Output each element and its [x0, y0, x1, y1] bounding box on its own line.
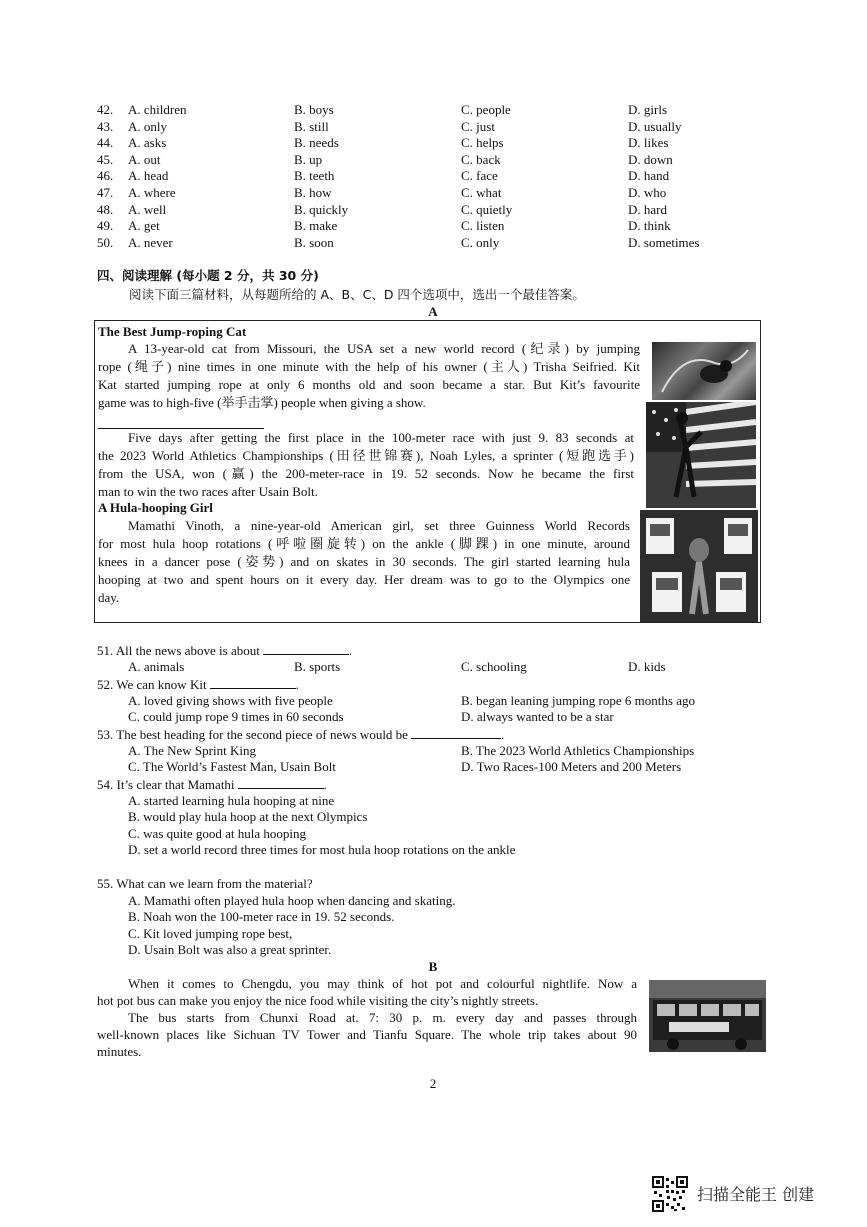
answer-blank — [411, 726, 501, 739]
qr-code-icon — [652, 1176, 688, 1212]
option-d: D. likes — [628, 135, 669, 151]
option-d: D. hard — [628, 201, 667, 217]
question-number: 45. — [97, 151, 114, 167]
option-a: A. only — [128, 118, 167, 134]
answer-option: B. sports — [294, 658, 341, 674]
question-stem — [97, 726, 504, 743]
answer-option: A. loved giving shows with five people — [128, 692, 333, 708]
answer-option: C. was quite good at hula hooping — [128, 825, 307, 841]
text-line: the 2023 World Athletics Championships (田径世锦赛), Noah Lyles, a sprinter (短跑选手) — [98, 448, 634, 463]
text-line: game was to high-five (举手击掌) people when giving a show. — [98, 395, 426, 410]
option-d: D. girls — [628, 102, 667, 117]
option-d: D. hand — [628, 168, 670, 184]
answer-option: C. could jump rope 9 times in 60 seconds — [128, 709, 344, 725]
question-end: . — [500, 727, 505, 742]
option-c: C. only — [461, 234, 500, 250]
question-number: 48. — [97, 201, 114, 217]
option-a: A. asks — [128, 135, 167, 151]
answer-option: D. always wanted to be a star — [461, 709, 614, 725]
option-a: A. never — [128, 234, 173, 250]
text-line: man to win the two races after Usain Bolt. — [98, 484, 318, 499]
passage-b-label: B — [428, 959, 438, 974]
answer-option: D. Two Races-100 Meters and 200 Meters — [461, 759, 682, 775]
question-number: 44. — [97, 135, 114, 151]
option-c: C. helps — [461, 135, 504, 151]
question-stem — [97, 776, 327, 793]
option-c: C. just — [461, 118, 495, 134]
sprinter-photo — [646, 402, 756, 508]
option-d: D. down — [628, 151, 673, 167]
text-line: day. — [98, 590, 120, 605]
answer-option: B. began leaning jumping rope 6 months ago — [461, 692, 695, 708]
option-c: C. what — [461, 185, 502, 200]
question-number: 43. — [97, 118, 114, 134]
text-line: from the USA, won (赢) the 200-meter-race in 19. 52 seconds. Now he became the first — [98, 466, 634, 481]
cat-photo — [652, 342, 756, 400]
option-d: D. think — [628, 218, 671, 234]
option-b: B. boys — [294, 102, 334, 117]
question-text: 54. It’s clear that Mamathi — [97, 777, 235, 792]
text-line: rope (绳子) nine times in one minute with the help of his owner (主人) Trisha Seifried. Kit — [98, 359, 640, 374]
option-b: B. how — [294, 185, 332, 200]
option-a: A. head — [128, 168, 169, 184]
option-d: D. sometimes — [628, 234, 700, 250]
question-end: . — [295, 677, 299, 692]
answer-option: C. Kit loved jumping rope best, — [128, 925, 293, 941]
answer-option: B. Noah won the 100-meter race in 19. 52 seconds. — [128, 909, 395, 925]
answer-blank — [238, 776, 324, 789]
option-c: C. back — [461, 151, 501, 167]
question-end: . — [323, 777, 327, 792]
question-text: 52. We can know Kit — [97, 677, 207, 692]
answer-blank — [210, 676, 296, 689]
text-line: well-known places like Sichuan TV Tower and Tianfu Square. The whole trip takes about 90 — [97, 1027, 637, 1042]
text-line: minutes. — [97, 1044, 142, 1059]
question-number: 46. — [97, 168, 114, 184]
passage-a-title-girl: A Hula-hooping Girl — [98, 500, 213, 515]
option-a: A. where — [128, 185, 176, 200]
question-end: . — [348, 643, 353, 658]
option-c: C. listen — [461, 218, 505, 234]
option-b: B. needs — [294, 135, 339, 151]
answer-option: B. The 2023 World Athletics Championships — [461, 742, 695, 758]
page-number: 2 — [429, 1076, 437, 1091]
answer-option: A. started learning hula hooping at nine — [128, 792, 335, 808]
option-b: B. teeth — [294, 168, 335, 184]
question-text: 55. What can we learn from the material? — [97, 876, 313, 891]
hot-pot-bus-photo — [649, 980, 766, 1052]
option-b: B. up — [294, 151, 323, 167]
option-b: B. still — [294, 118, 329, 134]
text-line: hot pot bus can make you enjoy the nice food while visiting the city’s nightly streets. — [97, 993, 539, 1008]
hula-girl-photo — [640, 510, 758, 622]
answer-option: A. The New Sprint King — [128, 742, 256, 758]
option-b: B. make — [294, 218, 338, 234]
option-d: D. usually — [628, 118, 682, 134]
question-text: 53. The best heading for the second piece of news would be — [97, 727, 408, 742]
option-a: A. out — [128, 151, 161, 167]
question-stem — [97, 676, 299, 693]
answer-option: D. kids — [628, 658, 666, 674]
answer-option: B. would play hula hoop at the next Olympics — [128, 809, 368, 825]
text-line: When it comes to Chengdu, you may think of hot pot and colourful nightlife. Now a — [128, 976, 637, 991]
section-instruction: 阅读下面三篇材料，从每题所给的 A、B、C、D 四个选项中，选出一个最佳答案。 — [129, 287, 585, 302]
text-line: Five days after getting the first place in the 100-meter race with just 9. 83 seconds at — [128, 430, 634, 445]
option-c: C. face — [461, 168, 498, 184]
answer-option: C. schooling — [461, 658, 527, 674]
option-b: B. soon — [294, 234, 334, 250]
text-line: The bus starts from Chunxi Road at. 7: 30 p. m. every day and passes through — [128, 1010, 637, 1025]
section-heading: 四、阅读理解 (每小题 2 分，共 30 分) — [97, 268, 319, 283]
answer-option: C. The World’s Fastest Man, Usain Bolt — [128, 759, 336, 775]
text-line: for most hula hoop rotations (呼啦圈旋转) on the ankle (脚踝) in one minute, around — [98, 536, 630, 551]
option-d: D. who — [628, 185, 667, 200]
passage-a-label: A — [428, 304, 438, 319]
watermark-text: 扫描全能王 创建 — [697, 1185, 815, 1204]
option-a: A. children — [128, 102, 187, 117]
question-number: 50. — [97, 234, 114, 250]
passage-a-title-cat: The Best Jump-roping Cat — [98, 324, 247, 339]
option-c: C. quietly — [461, 201, 513, 217]
option-b: B. quickly — [294, 201, 349, 217]
question-number: 47. — [97, 185, 114, 200]
text-line: knees in a dancer pose (姿势) and on skates in 30 seconds. The girl started learning hula — [98, 554, 630, 569]
text-line: Kat started jumping rope at only 6 months old and soon became a star. But Kit’s favourite — [98, 377, 640, 392]
question-stem — [97, 642, 352, 659]
answer-blank — [263, 642, 349, 655]
option-a: A. well — [128, 201, 167, 217]
question-number: 42. — [97, 102, 114, 117]
text-line: hooping at two and spent hours on it every day. Her dream was to go to the Olympics one — [98, 572, 630, 587]
question-number: 49. — [97, 218, 114, 234]
question-text: 51. All the news above is about — [97, 643, 260, 658]
answer-option: A. Mamathi often played hula hoop when dancing and skating. — [128, 892, 456, 908]
text-line: A 13-year-old cat from Missouri, the USA set a new world record (纪录) by jumping — [128, 341, 640, 356]
answer-option: D. set a world record three times for most hula hoop rotations on the ankle — [128, 842, 516, 858]
option-a: A. get — [128, 218, 160, 234]
text-line: Mamathi Vinoth, a nine-year-old American girl, set three Guinness World Records — [128, 518, 630, 533]
question-stem — [97, 876, 313, 892]
answer-option: A. animals — [128, 658, 185, 674]
option-c: C. people — [461, 102, 511, 117]
answer-option: D. Usain Bolt was also a great sprinter. — [128, 942, 332, 958]
